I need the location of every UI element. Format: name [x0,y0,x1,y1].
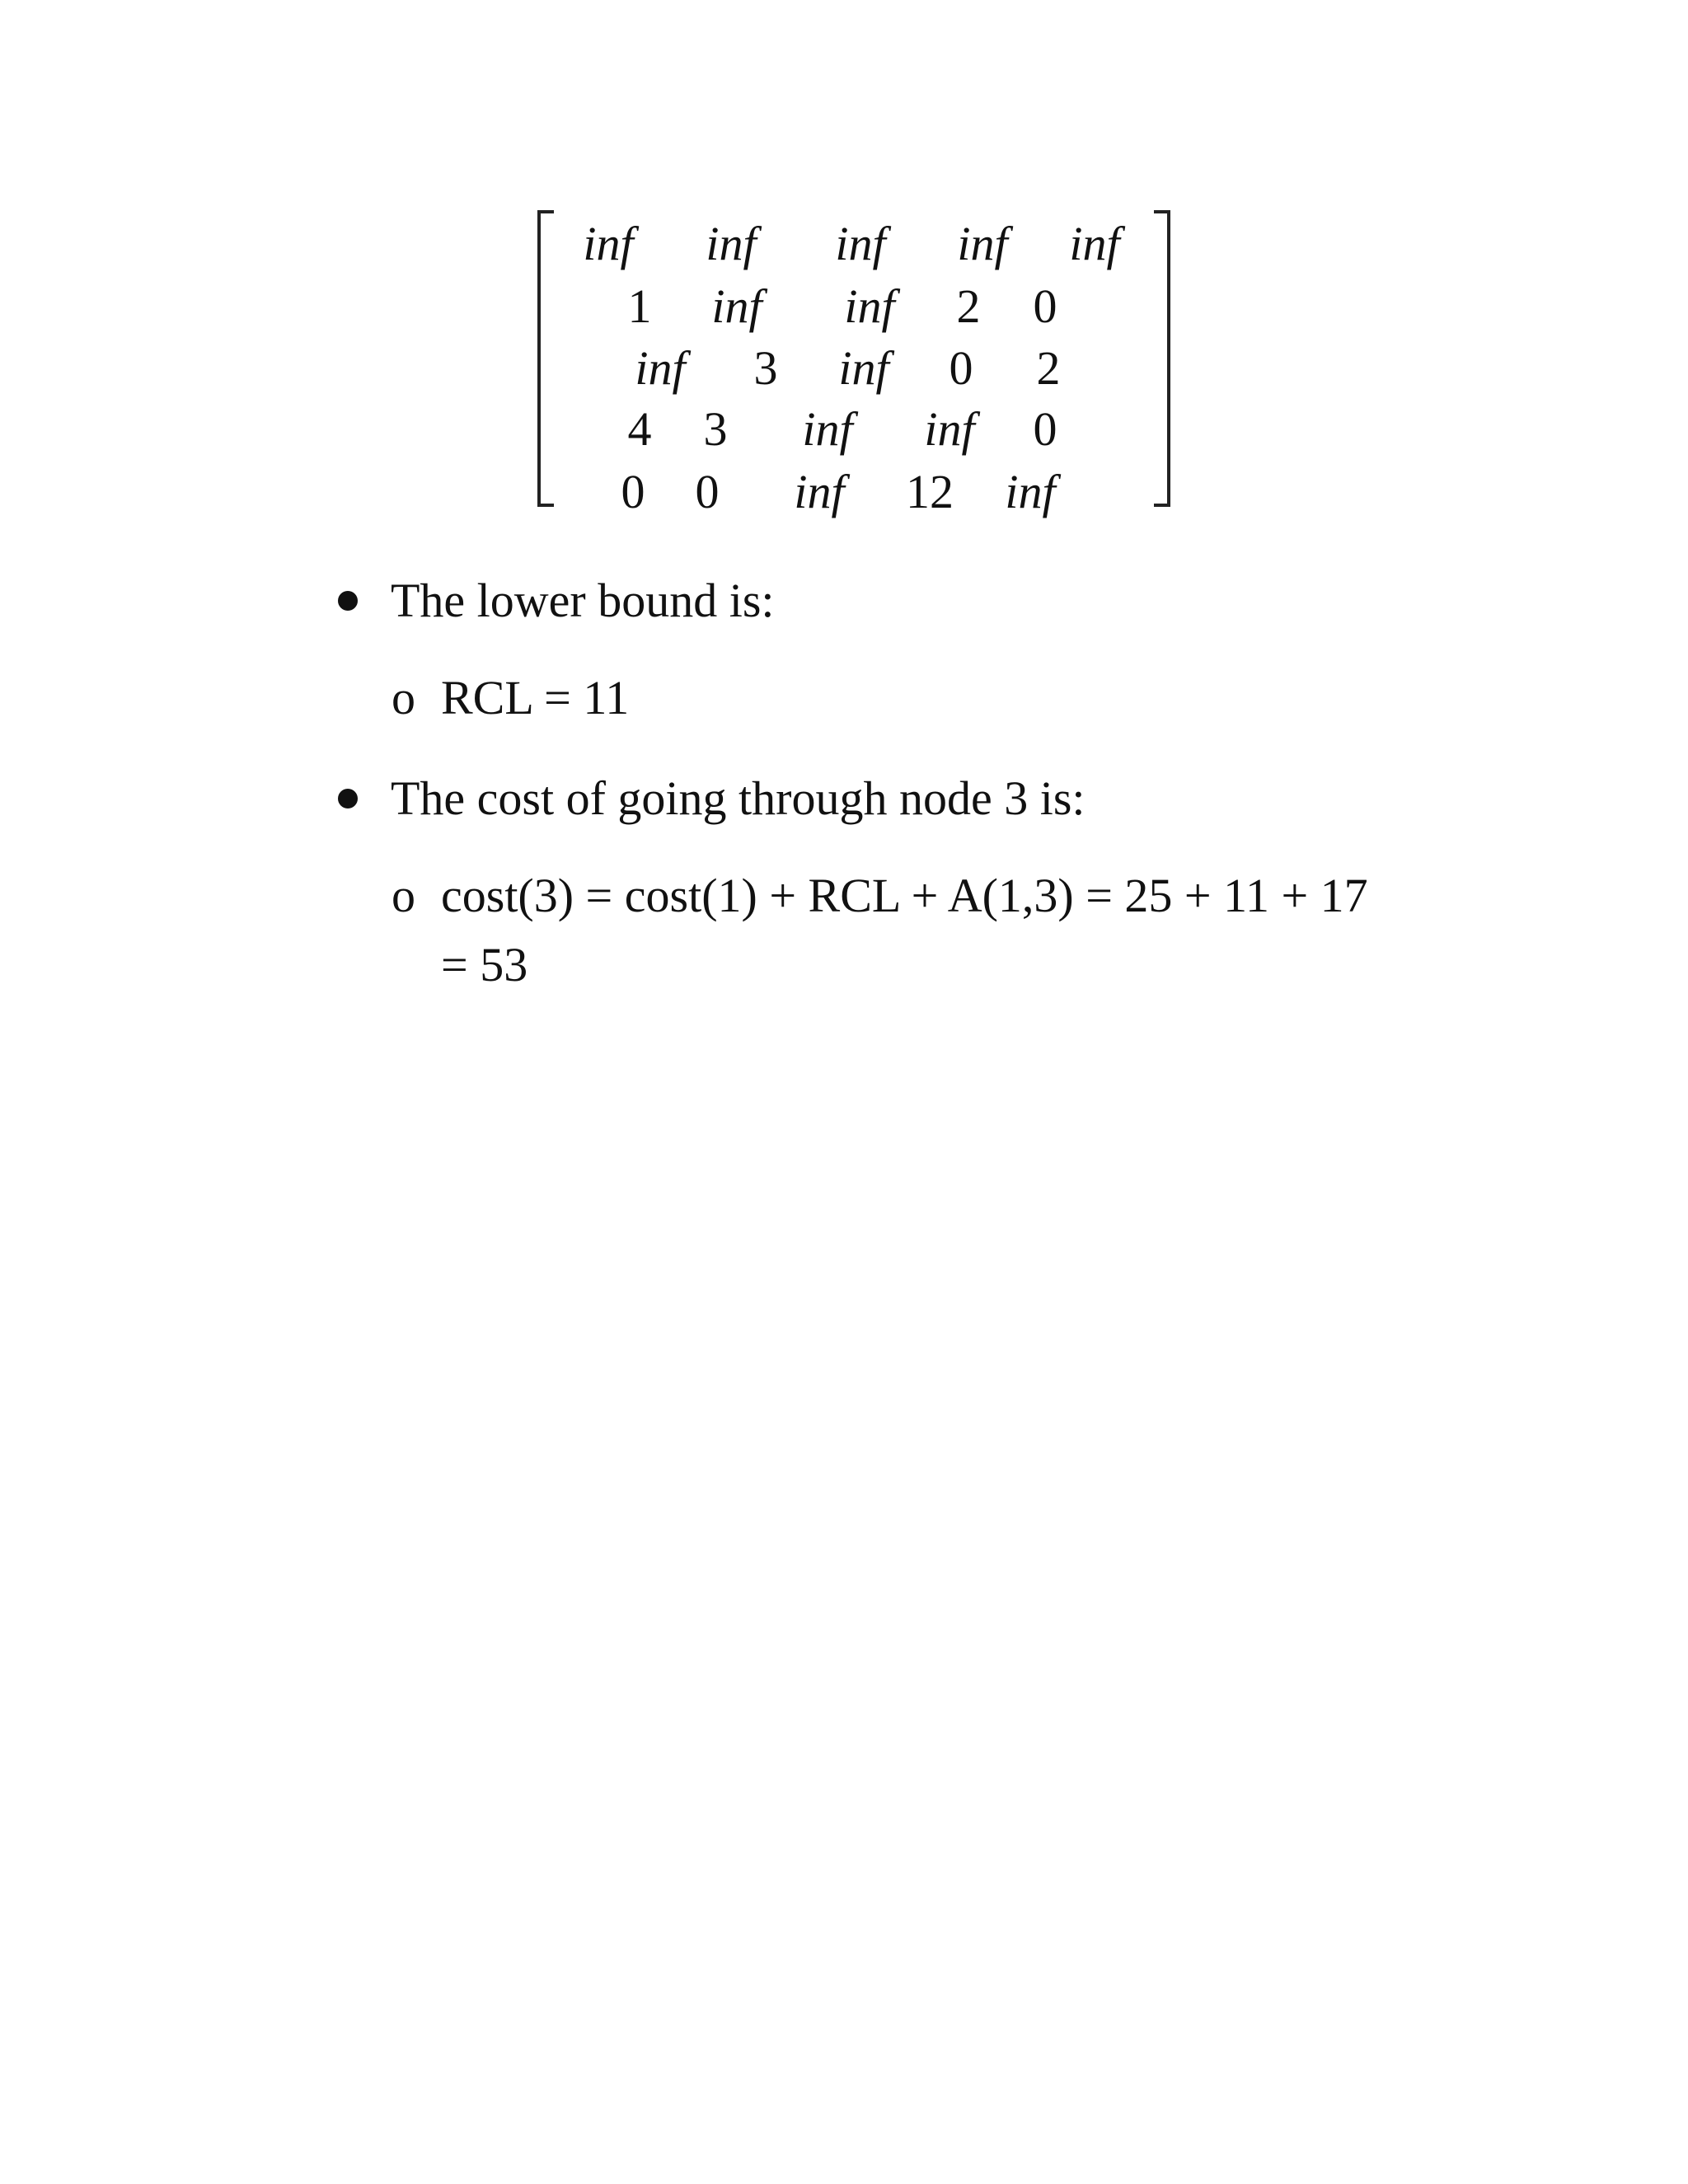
matrix-cell-r5-c5: inf [1005,465,1056,518]
matrix-cell-r5-c4: 12 [906,465,954,518]
matrix-cell-r1-c4: inf [957,217,1008,270]
matrix-cell-r2-c2: inf [711,279,762,333]
matrix-cell-r1-c1: inf [583,217,634,270]
matrix-left-bracket [537,210,554,507]
matrix-cell-r4-c2: 3 [703,402,728,456]
matrix-cell-r2-c3: inf [844,279,895,333]
sub-item-cost-formula-text: cost(3) = cost(1) + RCL + A(1,3) = 25 + 11 + 17 [441,869,1368,922]
matrix-cell-r4-c1: 4 [627,402,652,456]
sub-item-rcl-text: RCL = 11 [441,671,630,724]
matrix-cell-r1-c5: inf [1069,217,1120,270]
matrix-cell-r4-c3: inf [802,402,853,456]
matrix-cell-r2-c4: 2 [956,279,981,333]
matrix-cell-r2-c1: 1 [627,279,652,333]
matrix-cell-r3-c5: 2 [1036,341,1061,395]
matrix-cell-r3-c3: inf [838,341,889,395]
sub-item-cost-result: = 53 [441,938,528,991]
matrix-cell-r4-c5: 0 [1033,402,1057,456]
bullet-dot-icon [338,591,358,611]
matrix-cell-r3-c1: inf [635,341,686,395]
matrix-cell-r5-c3: inf [794,465,845,518]
bullet-dot-icon [338,789,358,808]
bullet-cost-node-3-text: The cost of going through node 3 is: [391,771,1085,825]
sub-item-cost-formula [392,869,1368,922]
matrix-right-bracket [1154,210,1170,507]
bullet-lower-bound [338,574,775,627]
sub-bullet-marker: o [392,671,415,724]
matrix-cell-r1-c3: inf [835,217,886,270]
matrix-cell-r1-c2: inf [706,217,757,270]
sub-item-rcl [392,671,630,724]
matrix-cell-r5-c2: 0 [695,465,720,518]
matrix-cell-r5-c1: 0 [621,465,645,518]
bullet-lower-bound-text: The lower bound is: [391,574,775,627]
matrix-cell-r3-c2: 3 [753,341,778,395]
bullet-cost-node-3 [338,771,1085,825]
matrix-cell-r4-c4: inf [924,402,975,456]
matrix-cell-r3-c4: 0 [949,341,973,395]
matrix-cell-r2-c5: 0 [1033,279,1057,333]
reduced-cost-matrix [537,210,1170,518]
sub-bullet-marker: o [392,869,415,922]
